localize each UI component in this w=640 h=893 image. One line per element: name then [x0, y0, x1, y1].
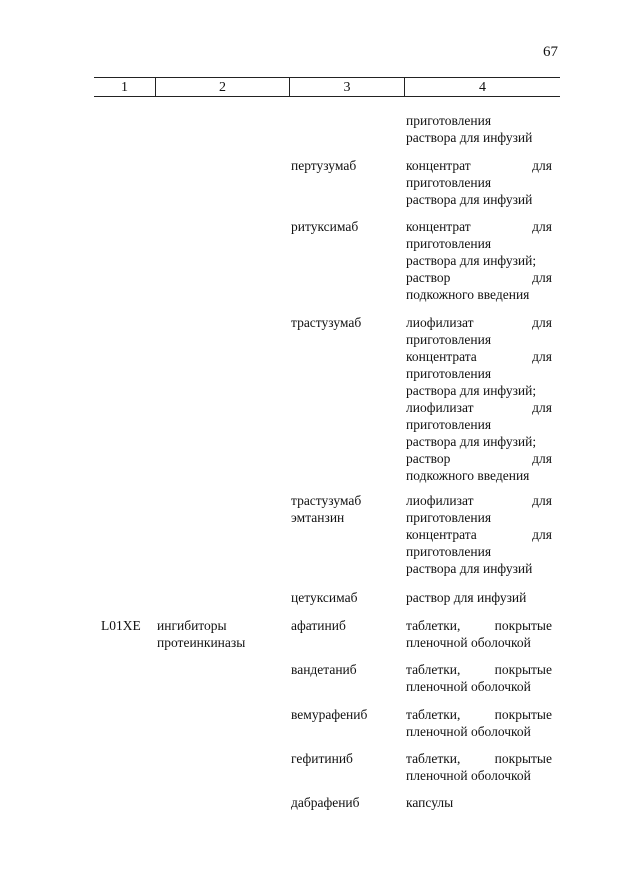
drug-name: [291, 617, 399, 634]
drug-name: [291, 661, 399, 678]
text-line: цетуксимаб: [291, 590, 358, 605]
drug-name: [291, 589, 399, 606]
text-line: трастузумаб: [291, 315, 362, 330]
text-line: ингибиторы: [157, 618, 227, 633]
text-line: [406, 157, 552, 174]
text-line: протеинкиназы: [157, 635, 246, 650]
text-word: для: [532, 451, 552, 466]
header-col-2: 2: [219, 80, 226, 95]
text-line: приготовления: [406, 417, 492, 432]
text-line: пленочной оболочкой: [406, 724, 531, 739]
dosage-form: [406, 750, 552, 784]
header-col-4: 4: [479, 80, 486, 95]
text-line: раствора для инфузий;: [406, 383, 537, 398]
drug-name: [291, 706, 399, 723]
text-word: для: [532, 400, 552, 415]
drug-name: [291, 794, 399, 811]
drug-name: [291, 492, 399, 526]
text-line: дабрафениб: [291, 795, 360, 810]
text-word: концентрата: [406, 527, 477, 542]
text-line: [406, 218, 552, 235]
text-line: гефитиниб: [291, 751, 353, 766]
text-line: приготовления: [406, 175, 492, 190]
dosage-form: [406, 112, 552, 146]
text-line: [406, 269, 552, 286]
header-col-3: 3: [343, 80, 351, 95]
text-line: подкожного введения: [406, 287, 530, 302]
text-word: покрытые: [494, 662, 552, 677]
text-word: таблетки,: [406, 662, 461, 677]
text-line: [406, 492, 552, 509]
text-line: трастузумаб: [291, 493, 362, 508]
text-line: вандетаниб: [291, 662, 357, 677]
text-line: эмтанзин: [291, 510, 345, 525]
text-line: пленочной оболочкой: [406, 635, 531, 650]
text-line: приготовления: [406, 236, 492, 251]
text-word: раствор: [406, 451, 451, 466]
dosage-form: [406, 794, 552, 811]
text-line: [406, 526, 552, 543]
text-word: для: [532, 270, 552, 285]
text-word: раствор: [406, 270, 451, 285]
dosage-form: [406, 218, 552, 303]
text-line: приготовления: [406, 544, 492, 559]
text-line: ритуксимаб: [291, 219, 359, 234]
text-line: пленочной оболочкой: [406, 679, 531, 694]
text-word: таблетки,: [406, 751, 461, 766]
drug-group: [157, 617, 282, 651]
text-line: пленочной оболочкой: [406, 768, 531, 783]
text-word: концентрат: [406, 219, 471, 234]
text-line: приготовления: [406, 113, 492, 128]
text-line: раствора для инфузий;: [406, 253, 537, 268]
text-line: раствора для инфузий;: [406, 434, 537, 449]
text-word: концентрат: [406, 158, 471, 173]
dosage-form: [406, 617, 552, 651]
text-word: покрытые: [494, 707, 552, 722]
drug-name: [291, 314, 399, 331]
text-word: для: [532, 527, 552, 542]
header-col-1: 1: [121, 80, 128, 95]
dosage-form: [406, 589, 552, 606]
text-line: раствора для инфузий: [406, 192, 533, 207]
text-line: подкожного введения: [406, 468, 530, 483]
text-line: [406, 450, 552, 467]
text-line: приготовления: [406, 332, 492, 347]
drug-name: [291, 750, 399, 767]
text-line: [406, 661, 552, 678]
text-line: капсулы: [406, 795, 454, 810]
text-word: для: [532, 219, 552, 234]
text-line: афатиниб: [291, 618, 346, 633]
text-line: раствора для инфузий: [406, 130, 533, 145]
text-word: покрытые: [494, 751, 552, 766]
text-word: концентрата: [406, 349, 477, 364]
dosage-form: [406, 661, 552, 695]
text-word: лиофилизат: [406, 315, 474, 330]
text-line: [406, 750, 552, 767]
text-line: [406, 617, 552, 634]
text-line: [406, 314, 552, 331]
dosage-form: [406, 314, 552, 484]
dosage-form: [406, 706, 552, 740]
page-number: 67: [543, 44, 558, 60]
text-word: для: [532, 158, 552, 173]
text-line: [406, 706, 552, 723]
text-word: для: [532, 493, 552, 508]
text-word: лиофилизат: [406, 493, 474, 508]
text-line: [406, 348, 552, 365]
text-word: лиофилизат: [406, 400, 474, 415]
text-word: для: [532, 315, 552, 330]
text-line: пертузумаб: [291, 158, 357, 173]
drug-name: [291, 218, 399, 235]
atc-code: L01XE: [101, 618, 141, 633]
text-word: таблетки,: [406, 707, 461, 722]
text-word: покрытые: [494, 618, 552, 633]
text-line: приготовления: [406, 366, 492, 381]
drug-name: [291, 157, 399, 174]
dosage-form: [406, 157, 552, 208]
text-line: приготовления: [406, 510, 492, 525]
text-line: раствора для инфузий: [406, 561, 533, 576]
text-line: раствор для инфузий: [406, 590, 527, 605]
text-word: таблетки,: [406, 618, 461, 633]
text-line: вемурафениб: [291, 707, 368, 722]
text-line: [406, 399, 552, 416]
text-word: для: [532, 349, 552, 364]
dosage-form: [406, 492, 552, 577]
